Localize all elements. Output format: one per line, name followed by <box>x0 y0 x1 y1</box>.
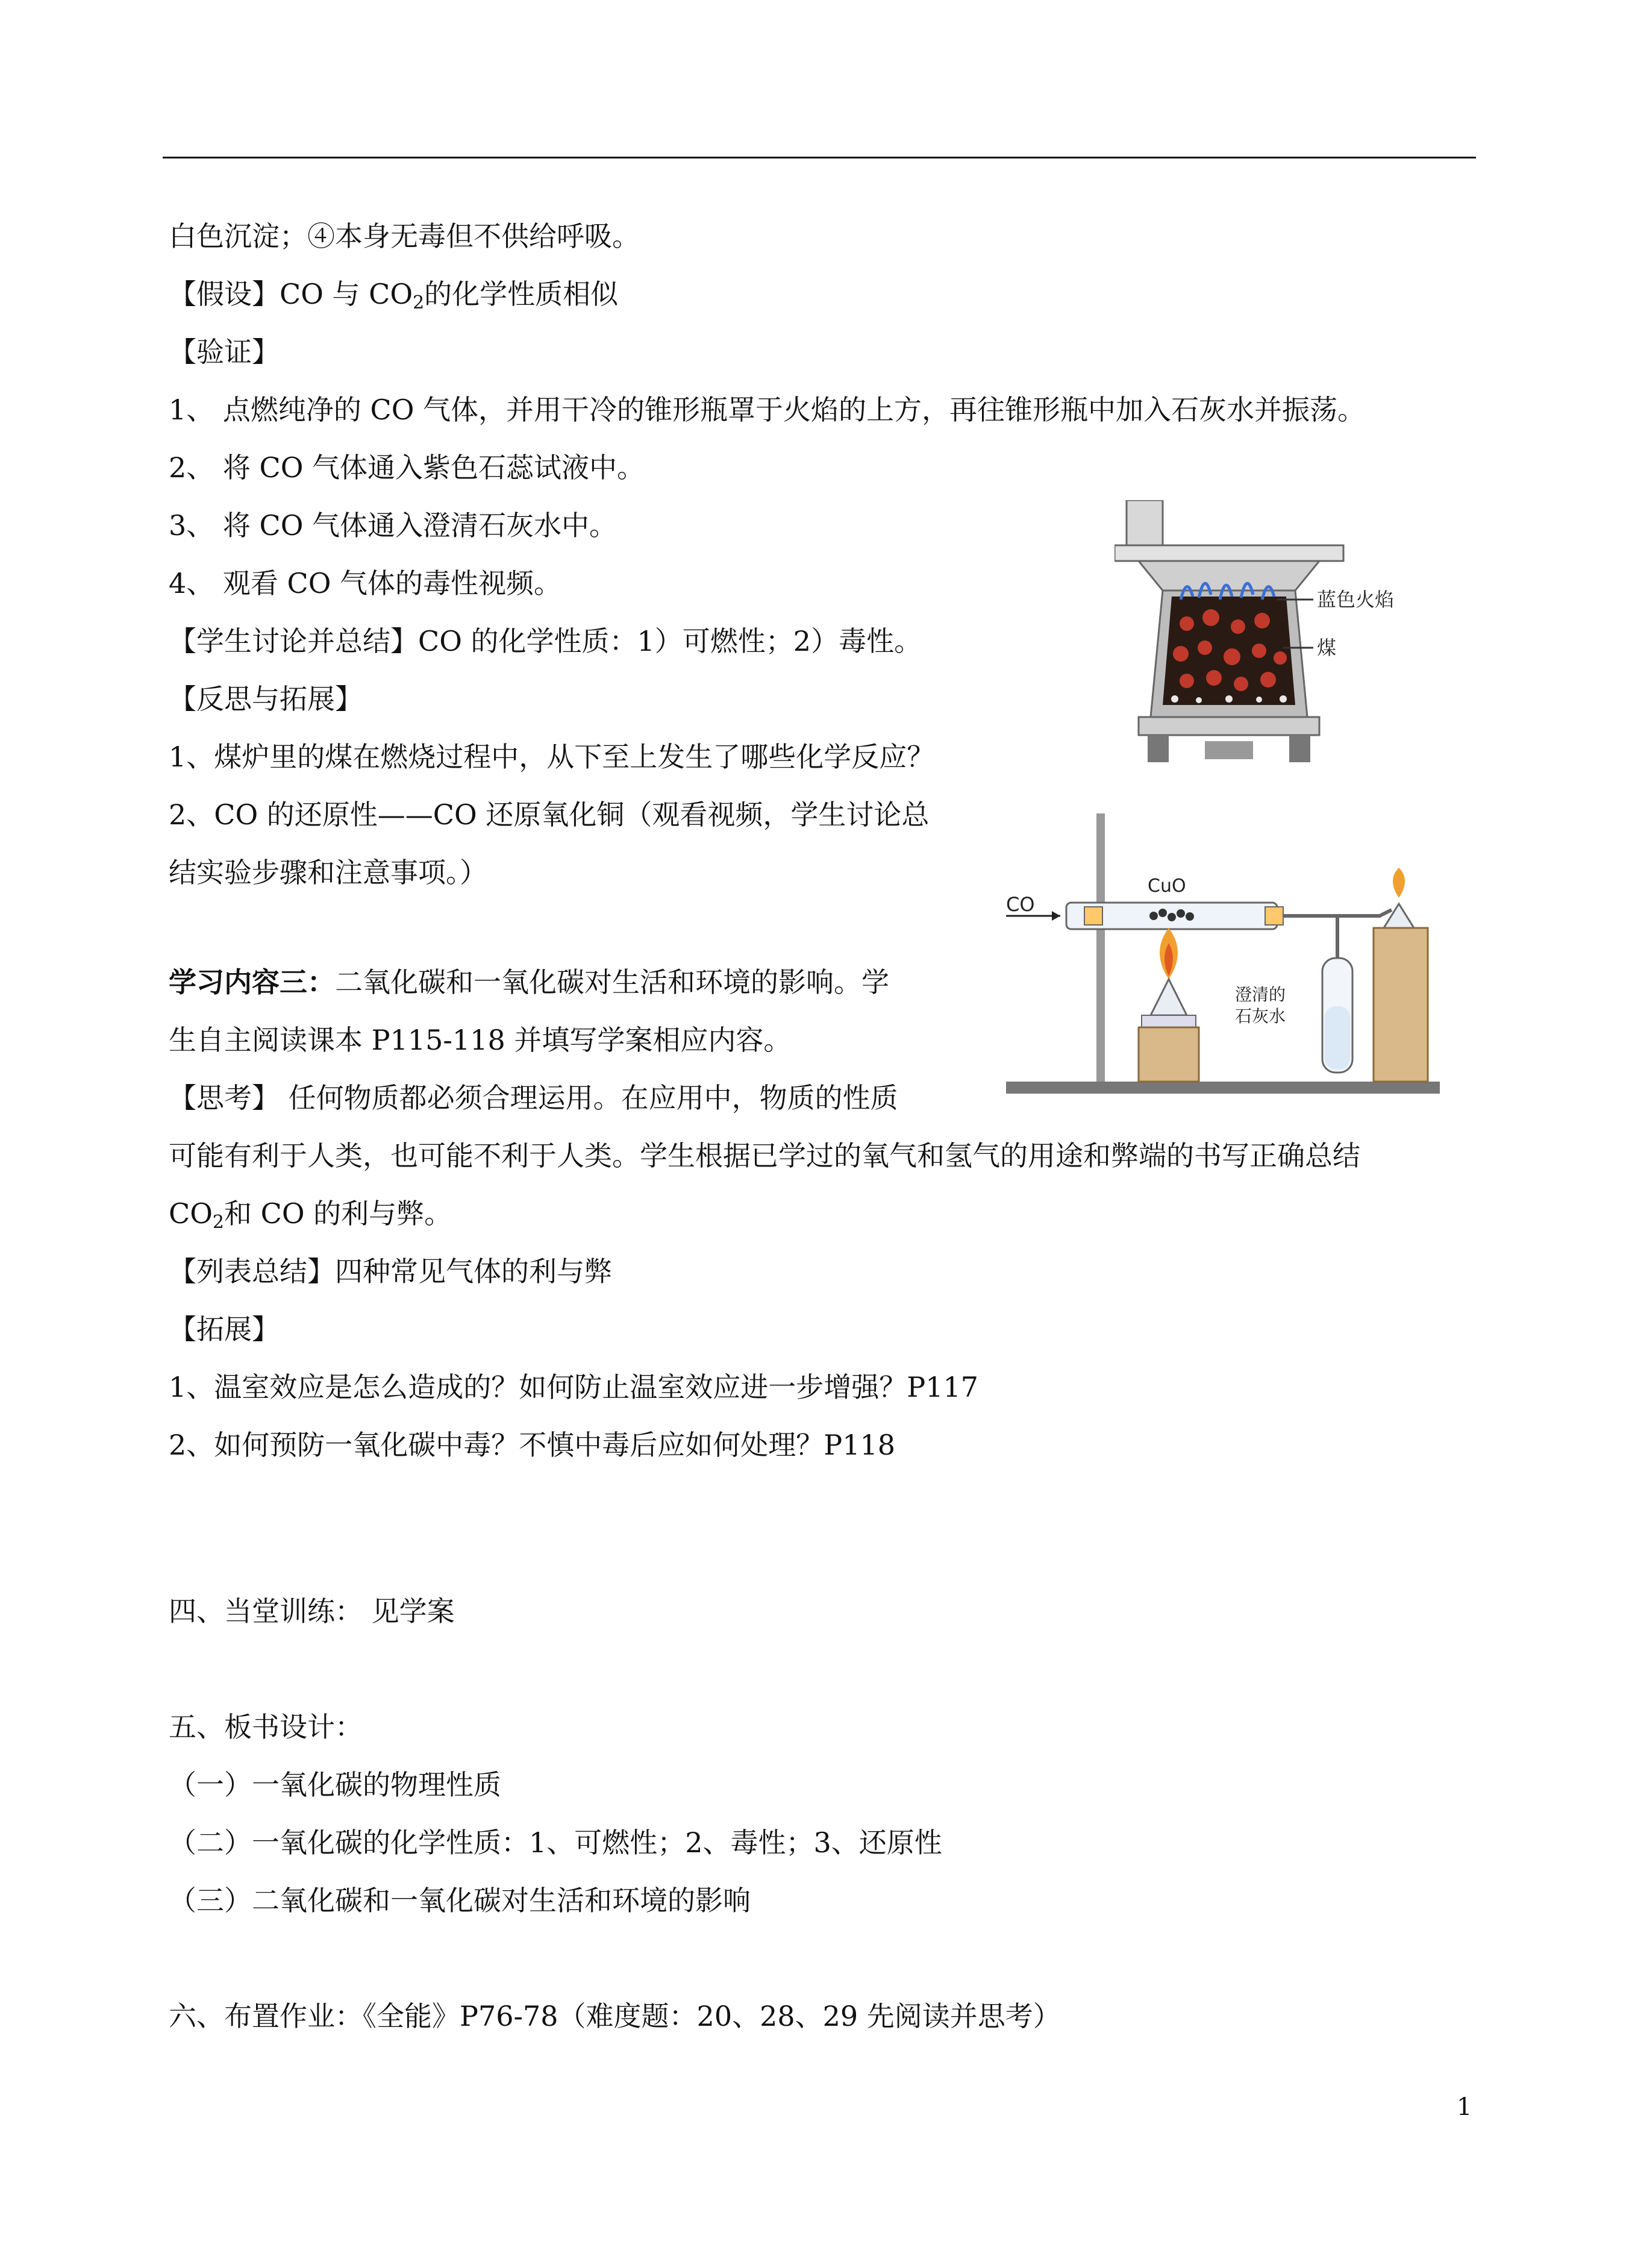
co-reduction-apparatus-figure <box>994 807 1452 1103</box>
text-line: 结实验步骤和注意事项。） <box>169 856 487 889</box>
text-line: 生自主阅读课本 P115-118 并填写学案相应内容。 <box>169 1024 792 1056</box>
label-cuo: CuO <box>1148 876 1186 897</box>
section-verify: 【验证】 <box>169 336 280 368</box>
section-four: 四、当堂训练： 见学案 <box>169 1595 455 1627</box>
text-line: （三）二氧化碳和一氧化碳对生活和环境的影响 <box>169 1884 751 1917</box>
co2-line: $CO_2$和 CO 的利与弊。 <box>169 1197 452 1233</box>
label-blue-flame: 蓝色火焰 <box>1317 588 1395 611</box>
text-line: 1、 点燃纯净的 CO 气体，并用干冷的锥形瓶罩于火焰的上方，再往锥形瓶中加入石灰水并振荡。 <box>169 393 1366 426</box>
text-line: 【学生讨论并总结】CO 的化学性质：1）可燃性；2）毒性。 <box>169 625 922 657</box>
text-line: 【思考】 任何物质都必须合理运用。在应用中，物质的性质 <box>169 1082 898 1114</box>
study-content-three: 学习内容三：二氧化碳和一氧化碳对生活和环境的影响。学 <box>169 966 889 998</box>
label-co: CO <box>1006 893 1035 916</box>
coal-stove-figure <box>1114 500 1428 777</box>
text-line: （一）一氧化碳的物理性质 <box>169 1768 501 1801</box>
text-line: 【拓展】 <box>169 1313 280 1345</box>
text-line: 1、温室效应是怎么造成的？如何防止温室效应进一步增强？P117 <box>169 1371 979 1403</box>
text-line: 【列表总结】四种常见气体的利与弊 <box>169 1255 612 1288</box>
text-line: 2、如何预防一氧化碳中毒？不慎中毒后应如何处理？P118 <box>169 1429 896 1461</box>
label-limewater-1: 澄清的 <box>1235 985 1286 1004</box>
section-six: 六、布置作业：《全能》P76-78（难度题：20、28、29 先阅读并思考） <box>169 2000 1061 2032</box>
text-line: 3、 将 CO 气体通入澄清石灰水中。 <box>169 509 617 542</box>
text-line: 4、 观看 CO 气体的毒性视频。 <box>169 567 562 600</box>
text-line: 【反思与拓展】 <box>169 683 363 715</box>
text-line: 白色沉淀；④本身无毒但不供给呼吸。 <box>169 220 640 252</box>
section-five: 五、板书设计： <box>169 1711 363 1743</box>
text-line: 1、煤炉里的煤在燃烧过程中，从下至上发生了哪些化学反应？ <box>169 741 935 773</box>
header-rule <box>163 157 1476 158</box>
label-coal: 煤 <box>1317 636 1337 659</box>
hypothesis-line: 【假设】CO 与 $CO_2$的化学性质相似 <box>169 278 619 313</box>
label-limewater-2: 石灰水 <box>1235 1006 1286 1026</box>
text-line: （二）一氧化碳的化学性质：1、可燃性；2、毒性；3、还原性 <box>169 1826 942 1859</box>
text-line: 2、CO 的还原性——CO 还原氧化铜（观看视频，学生讨论总 <box>169 798 930 831</box>
page-number: 1 <box>1457 2093 1472 2121</box>
text-line: 2、 将 CO 气体通入紫色石蕊试液中。 <box>169 451 645 484</box>
study-content-heading: 学习内容三： <box>169 966 335 998</box>
text-line: 可能有利于人类，也可能不利于人类。学生根据已学过的氧气和氢气的用途和弊端的书写正确总结 <box>169 1139 1360 1172</box>
